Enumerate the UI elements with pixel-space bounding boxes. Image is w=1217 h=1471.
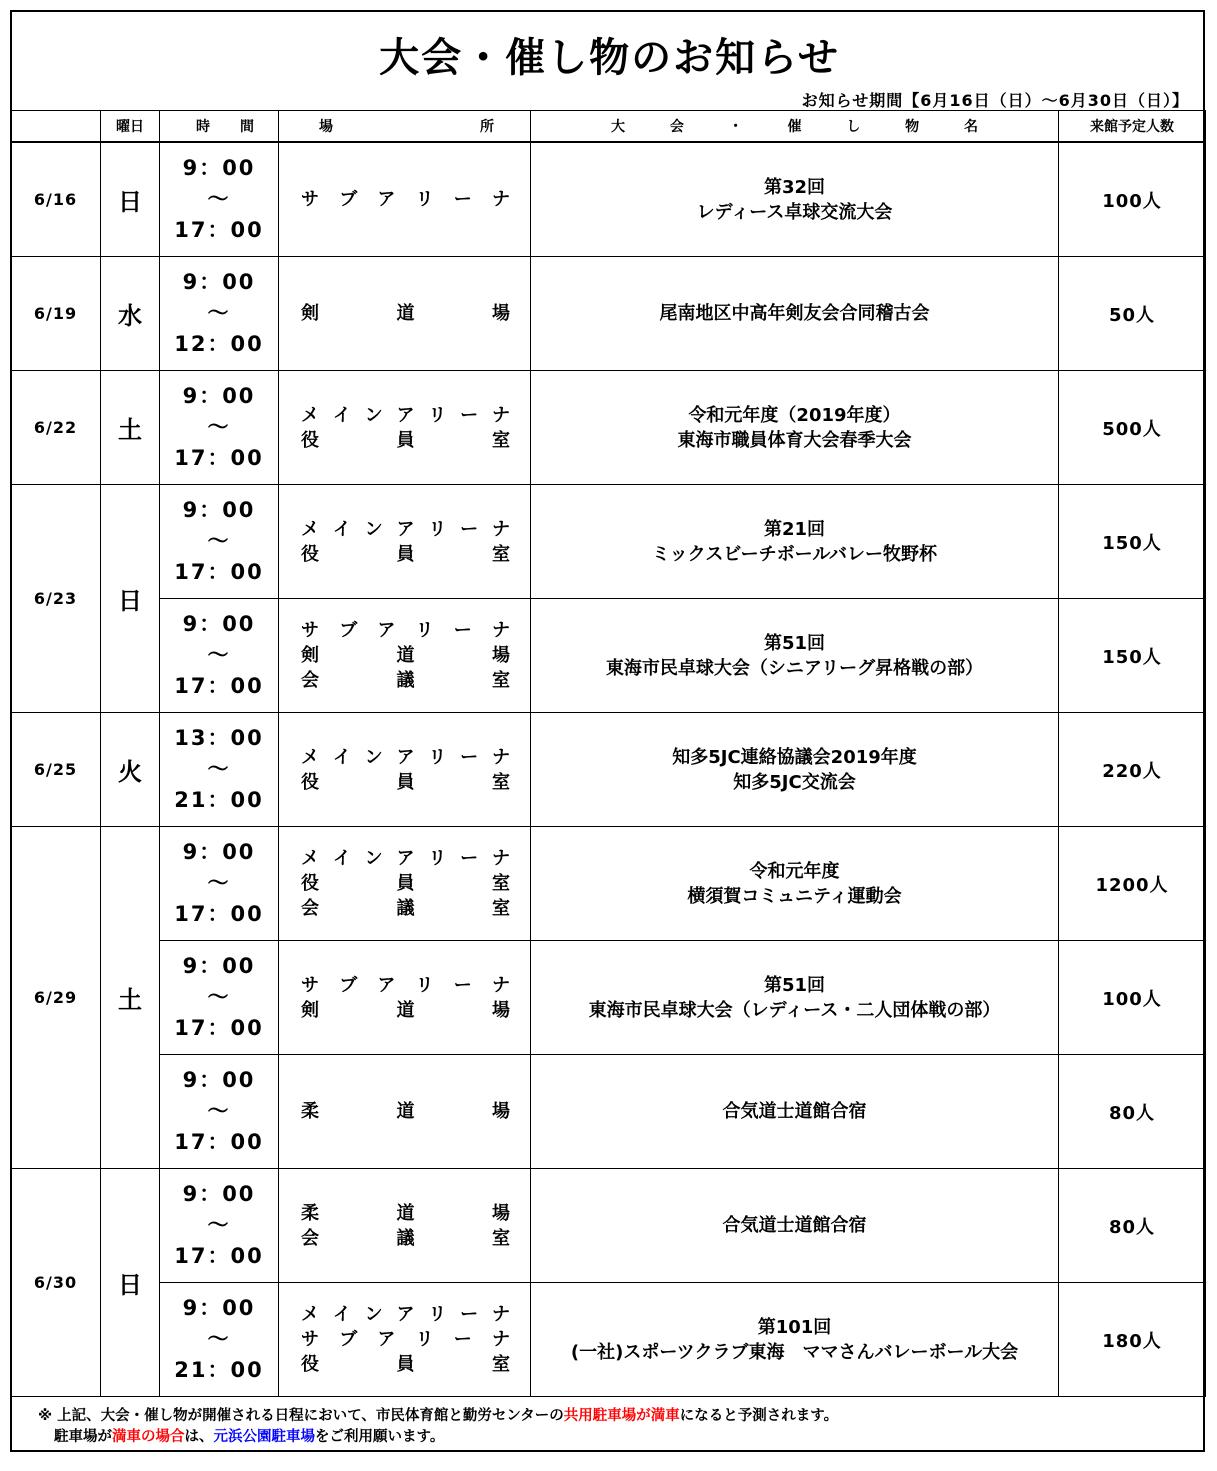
note-text: ※ 上記、大会・催し物が開催される日程において、市民体育館と勤労センターの — [38, 1408, 564, 1424]
expected-attendance: 180人 — [1059, 1283, 1206, 1397]
time-sep: ～ — [207, 871, 231, 895]
header-char: し — [846, 119, 861, 135]
expected-attendance: 150人 — [1059, 599, 1206, 713]
venue-char: 会 — [301, 898, 319, 919]
expected-attendance: 150人 — [1059, 485, 1206, 599]
venue-char: ー — [460, 848, 479, 869]
note-text: は、 — [184, 1429, 214, 1445]
venue-line — [301, 896, 510, 921]
venue-char: 役 — [301, 543, 319, 565]
header-char: 間 — [240, 119, 254, 135]
venue-line — [301, 517, 510, 542]
venue-char: 場 — [492, 1202, 510, 1224]
venue-char: ナ — [491, 404, 510, 426]
event-name — [531, 1055, 1059, 1169]
venue-line — [301, 403, 510, 428]
event-name-line: レディース卓球交流大会 — [696, 201, 893, 223]
time-sep: ～ — [207, 643, 231, 667]
note-text: をご利用願います。 — [315, 1429, 445, 1445]
venue-char: イ — [332, 518, 351, 540]
events-table — [10, 110, 1206, 1397]
venue-char: 剣 — [301, 303, 319, 324]
venue-char: メ — [301, 518, 319, 540]
event-name-line: 東海市民卓球大会（レディース・二人団体戦の部） — [588, 999, 1001, 1021]
time-t2: 17：00 — [174, 560, 264, 584]
venue-char: ナ — [491, 620, 510, 641]
event-name-line: 令和元年度（2019年度） — [688, 404, 901, 426]
expected-attendance: 80人 — [1059, 1055, 1206, 1169]
venue-line — [301, 643, 510, 668]
event-name — [531, 713, 1059, 827]
table-row — [11, 257, 1206, 371]
time-sep: ～ — [207, 187, 231, 211]
venue-char: ン — [364, 746, 383, 768]
time-t1: 9：00 — [182, 384, 256, 408]
venue-char: リ — [428, 1304, 447, 1325]
table-row — [11, 941, 1206, 1055]
notice-period: お知らせ期間【6月16日（日）～6月30日（日）】 — [801, 91, 1189, 110]
expected-attendance: 100人 — [1059, 941, 1206, 1055]
venue-line — [301, 668, 510, 693]
time-t1: 9：00 — [182, 954, 256, 978]
event-day-of-week: 土 — [101, 371, 160, 485]
venue-char: リ — [415, 1329, 434, 1350]
venue-char: ブ — [339, 974, 358, 996]
venue-char: 議 — [396, 670, 415, 691]
time-t2: 12：00 — [174, 332, 264, 356]
venue-char: ナ — [491, 974, 510, 996]
venue-line — [301, 1201, 510, 1226]
venue-char: リ — [428, 746, 447, 768]
venue-line — [301, 1327, 510, 1352]
event-venue — [279, 599, 531, 713]
venue-char: 室 — [492, 429, 510, 451]
venue-line — [301, 428, 510, 453]
header-char: 時 — [196, 119, 210, 135]
event-venue — [279, 485, 531, 599]
time-t1: 13：00 — [174, 726, 264, 750]
venue-char: ン — [364, 518, 383, 540]
venue-char: 道 — [396, 999, 415, 1021]
venue-char: 剣 — [301, 645, 319, 666]
header-dow: 曜日 — [101, 111, 160, 143]
event-name-line: 第51回 — [763, 974, 826, 996]
venue-char: ー — [453, 1329, 472, 1350]
time-t1: 9：00 — [182, 1068, 256, 1092]
venue-char: 柔 — [301, 1202, 319, 1224]
header-char: 催 — [787, 119, 802, 135]
venue-char: 場 — [492, 999, 510, 1021]
event-time — [160, 142, 279, 257]
expected-attendance: 50人 — [1059, 257, 1206, 371]
venue-char: 場 — [492, 645, 510, 666]
venue-char: メ — [301, 746, 319, 768]
venue-line — [301, 1099, 510, 1124]
venue-char: 役 — [301, 873, 319, 894]
venue-line — [301, 998, 510, 1023]
event-name — [531, 1169, 1059, 1283]
venue-char: 道 — [396, 303, 415, 324]
event-name-line: 第51回 — [763, 632, 826, 654]
event-name — [531, 941, 1059, 1055]
venue-char: 室 — [492, 1227, 510, 1249]
venue-char: メ — [301, 848, 319, 869]
venue-char: ー — [453, 974, 472, 996]
event-name-line: (一社)スポーツクラブ東海 ママさんバレーボール大会 — [570, 1341, 1019, 1363]
venue-char: 場 — [492, 1101, 510, 1122]
venue-line — [301, 1352, 510, 1377]
venue-char: ン — [364, 1304, 383, 1325]
time-sep: ～ — [207, 529, 231, 553]
venue-char: ア — [377, 974, 396, 996]
venue-char: ア — [396, 518, 415, 540]
venue-char: 会 — [301, 1227, 319, 1249]
table-row — [11, 713, 1206, 827]
event-date: 6/30 — [11, 1169, 101, 1397]
venue-char: サ — [301, 1329, 319, 1350]
time-t1: 9：00 — [182, 270, 256, 294]
header-venue — [279, 111, 531, 143]
venue-char: ナ — [491, 1329, 510, 1350]
event-name-line: 第101回 — [757, 1316, 832, 1338]
venue-char: ア — [377, 189, 396, 210]
venue-char: 場 — [492, 303, 510, 324]
event-day-of-week: 水 — [101, 257, 160, 371]
event-name-line: 合気道士道館合宿 — [722, 1101, 867, 1122]
event-date: 6/25 — [11, 713, 101, 827]
event-day-of-week: 日 — [101, 485, 160, 713]
venue-char: サ — [301, 620, 319, 641]
venue-char: ナ — [491, 746, 510, 768]
note-emphasis-red: 共用駐車場が満車 — [563, 1408, 680, 1424]
venue-char: ア — [396, 746, 415, 768]
venue-line — [301, 846, 510, 871]
time-t2: 17：00 — [174, 446, 264, 470]
time-sep: ～ — [207, 1099, 231, 1123]
time-t2: 17：00 — [174, 902, 264, 926]
header-event — [531, 111, 1059, 143]
event-venue — [279, 371, 531, 485]
venue-char: ナ — [491, 518, 510, 540]
table-row — [11, 485, 1206, 599]
note-emphasis-blue: 元浜公園駐車場 — [213, 1429, 315, 1445]
venue-char: 員 — [396, 1354, 415, 1375]
time-t2: 17：00 — [174, 1130, 264, 1154]
event-venue — [279, 1169, 531, 1283]
event-name — [531, 827, 1059, 941]
venue-char: ブ — [339, 189, 358, 210]
event-name-line: 令和元年度 — [749, 860, 840, 882]
event-time — [160, 257, 279, 371]
event-time — [160, 371, 279, 485]
expected-attendance: 80人 — [1059, 1169, 1206, 1283]
event-date: 6/19 — [11, 257, 101, 371]
time-t2: 17：00 — [174, 1244, 264, 1268]
table-row — [11, 1055, 1206, 1169]
venue-char: イ — [332, 404, 351, 426]
event-time — [160, 599, 279, 713]
venue-char: ア — [396, 848, 415, 869]
event-venue — [279, 1055, 531, 1169]
venue-char: リ — [428, 518, 447, 540]
time-t2: 21：00 — [174, 1358, 264, 1382]
event-venue — [279, 713, 531, 827]
venue-char: リ — [415, 620, 434, 641]
event-name — [531, 485, 1059, 599]
event-date: 6/16 — [11, 142, 101, 257]
header-char: 名 — [963, 119, 978, 135]
venue-char: 道 — [396, 645, 415, 666]
venue-char: ブ — [339, 620, 358, 641]
event-name — [531, 142, 1059, 257]
time-t1: 9：00 — [182, 612, 256, 636]
table-row — [11, 1169, 1206, 1283]
header-char: 会 — [669, 119, 684, 135]
venue-line — [301, 745, 510, 770]
venue-char: ー — [460, 404, 479, 426]
note-text: 駐車場が — [54, 1429, 112, 1445]
time-sep: ～ — [207, 1327, 231, 1351]
venue-char: 役 — [301, 1354, 319, 1375]
venue-char: 役 — [301, 771, 319, 793]
venue-char: ー — [453, 189, 472, 210]
venue-char: リ — [415, 189, 434, 210]
header-char: 物 — [905, 119, 920, 135]
event-time — [160, 485, 279, 599]
venue-char: リ — [428, 848, 447, 869]
event-name — [531, 371, 1059, 485]
expected-attendance: 500人 — [1059, 371, 1206, 485]
venue-char: ア — [377, 1329, 396, 1350]
venue-char: イ — [332, 848, 351, 869]
venue-char: メ — [301, 1304, 319, 1325]
venue-line — [301, 618, 510, 643]
note-line-2 — [38, 1427, 838, 1448]
venue-char: 室 — [492, 543, 510, 565]
event-name-line: 第32回 — [763, 176, 826, 198]
venue-char: 室 — [492, 873, 510, 894]
table-row — [11, 371, 1206, 485]
venue-char: 柔 — [301, 1101, 319, 1122]
venue-char: ア — [396, 1304, 415, 1325]
event-time — [160, 1283, 279, 1397]
venue-char: 道 — [396, 1101, 415, 1122]
note-text: になると予測されます。 — [679, 1408, 839, 1424]
event-time — [160, 713, 279, 827]
time-t1: 9：00 — [182, 498, 256, 522]
time-t2: 17：00 — [174, 1016, 264, 1040]
venue-char: ア — [396, 404, 415, 426]
venue-line — [301, 187, 510, 212]
venue-char: ブ — [339, 1329, 358, 1350]
venue-char: サ — [301, 189, 319, 210]
venue-char: イ — [332, 746, 351, 768]
venue-char: 道 — [396, 1202, 415, 1224]
event-date: 6/22 — [11, 371, 101, 485]
venue-char: ナ — [491, 189, 510, 210]
time-t1: 9：00 — [182, 840, 256, 864]
page-title: 大会・催し物のお知らせ — [379, 35, 840, 81]
venue-char: 員 — [396, 429, 415, 451]
time-t1: 9：00 — [182, 1296, 256, 1320]
time-sep: ～ — [207, 301, 231, 325]
time-t1: 9：00 — [182, 156, 256, 180]
time-t2: 21：00 — [174, 788, 264, 812]
time-t1: 9：00 — [182, 1182, 256, 1206]
event-name-line: 東海市職員体育大会春季大会 — [677, 429, 912, 451]
note-line-1 — [38, 1406, 838, 1427]
venue-char: イ — [332, 1304, 351, 1325]
table-header-row — [11, 111, 1206, 143]
venue-char: 議 — [396, 898, 415, 919]
event-venue — [279, 257, 531, 371]
venue-char: 剣 — [301, 999, 319, 1021]
table-row — [11, 599, 1206, 713]
header-char: 場 — [319, 119, 333, 135]
venue-char: ン — [364, 404, 383, 426]
event-date: 6/29 — [11, 827, 101, 1169]
venue-char: 員 — [396, 873, 415, 894]
time-t2: 17：00 — [174, 218, 264, 242]
event-name-line: 尾南地区中高年剣友会合同稽古会 — [659, 303, 930, 324]
event-name-line: ミックスビーチボールバレー牧野杯 — [651, 543, 938, 565]
event-name-line: 知多5JC交流会 — [733, 771, 856, 793]
venue-char: 員 — [396, 543, 415, 565]
event-date: 6/23 — [11, 485, 101, 713]
event-name — [531, 257, 1059, 371]
venue-char: 議 — [396, 1227, 415, 1249]
table-row — [11, 142, 1206, 257]
header-char: ・ — [728, 119, 743, 135]
event-name-line: 第21回 — [763, 518, 826, 540]
venue-line — [301, 770, 510, 795]
event-day-of-week: 日 — [101, 1169, 160, 1397]
header-count: 来館予定人数 — [1059, 111, 1206, 143]
venue-line — [301, 871, 510, 896]
time-sep: ～ — [207, 757, 231, 781]
venue-char: リ — [415, 974, 434, 996]
venue-char: 室 — [492, 670, 510, 691]
venue-char: サ — [301, 974, 319, 996]
event-time — [160, 941, 279, 1055]
header-time — [160, 111, 279, 143]
expected-attendance: 100人 — [1059, 142, 1206, 257]
expected-attendance: 1200人 — [1059, 827, 1206, 941]
venue-char: リ — [428, 404, 447, 426]
venue-char: 室 — [492, 771, 510, 793]
parking-note — [38, 1406, 838, 1448]
time-t2: 17：00 — [174, 674, 264, 698]
venue-char: ー — [453, 620, 472, 641]
header-date — [11, 111, 101, 143]
time-sep: ～ — [207, 985, 231, 1009]
event-venue — [279, 827, 531, 941]
expected-attendance: 220人 — [1059, 713, 1206, 827]
event-name-line: 知多5JC連絡協議会2019年度 — [672, 746, 917, 768]
header-char: 大 — [611, 119, 625, 135]
event-time — [160, 1055, 279, 1169]
venue-line — [301, 1302, 510, 1327]
venue-char: 役 — [301, 429, 319, 451]
venue-char: 会 — [301, 670, 319, 691]
venue-char: ナ — [491, 848, 510, 869]
venue-line — [301, 301, 510, 326]
venue-line — [301, 973, 510, 998]
event-venue — [279, 1283, 531, 1397]
event-day-of-week: 日 — [101, 142, 160, 257]
event-venue — [279, 142, 531, 257]
header-char: 所 — [480, 119, 494, 135]
event-name — [531, 599, 1059, 713]
event-name — [531, 1283, 1059, 1397]
venue-char: 員 — [396, 771, 415, 793]
venue-char: 室 — [492, 898, 510, 919]
event-time — [160, 1169, 279, 1283]
event-day-of-week: 土 — [101, 827, 160, 1169]
time-sep: ～ — [207, 1213, 231, 1237]
table-row — [11, 1283, 1206, 1397]
event-day-of-week: 火 — [101, 713, 160, 827]
table-row — [11, 827, 1206, 941]
event-name-line: 合気道士道館合宿 — [722, 1215, 867, 1236]
venue-char: ー — [460, 1304, 479, 1325]
note-emphasis-red: 満車の場合 — [112, 1429, 185, 1445]
event-name-line: 東海市民卓球大会（シニアリーグ昇格戦の部） — [605, 657, 984, 679]
time-sep: ～ — [207, 415, 231, 439]
venue-char: ア — [377, 620, 396, 641]
event-venue — [279, 941, 531, 1055]
event-time — [160, 827, 279, 941]
venue-char: ー — [460, 518, 479, 540]
venue-char: ー — [460, 746, 479, 768]
venue-char: 室 — [492, 1354, 510, 1375]
venue-char: メ — [301, 404, 319, 426]
venue-char: ナ — [491, 1304, 510, 1325]
venue-line — [301, 1226, 510, 1251]
venue-char: ン — [364, 848, 383, 869]
event-name-line: 横須賀コミュニティ運動会 — [687, 885, 902, 907]
venue-line — [301, 542, 510, 567]
